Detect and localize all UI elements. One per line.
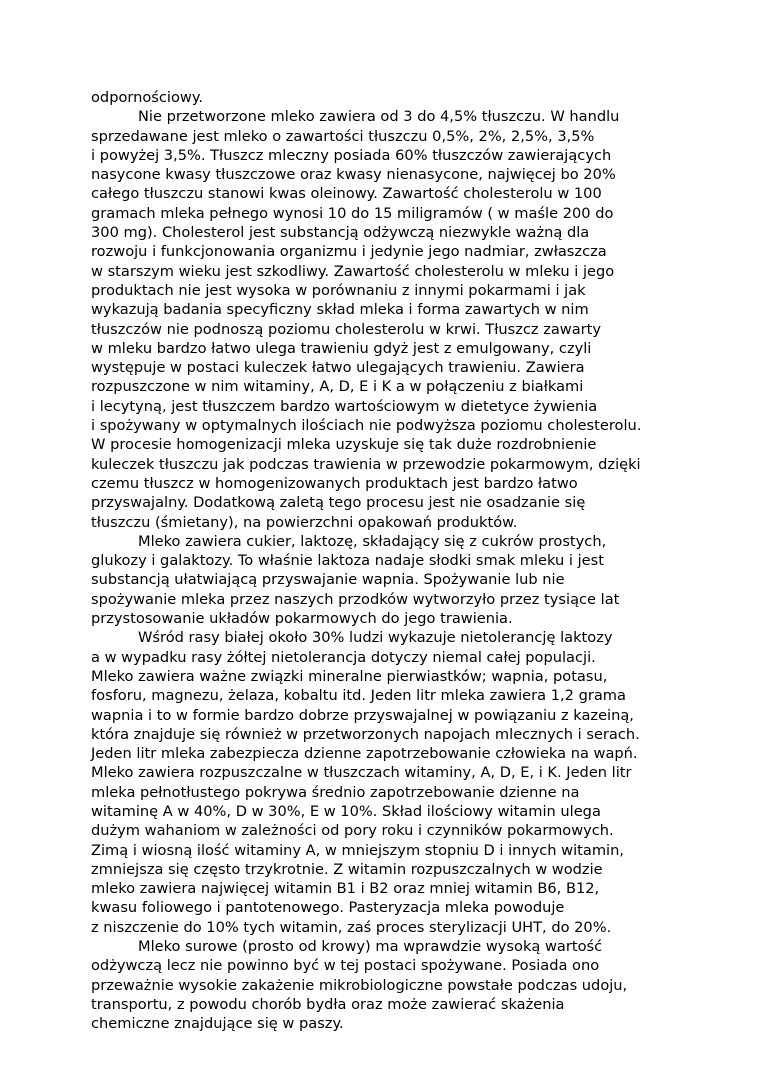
- text-line: substancją ułatwiającą przyswajanie wapnia. Spożywanie lub nie: [91, 571, 565, 589]
- text-line: kuleczek tłuszczu jak podczas trawienia w przewodzie pokarmowym, dzięki: [91, 455, 641, 473]
- text-line: mleko zawiera najwięcej witamin B1 i B2 oraz mniej witamin B6, B12,: [91, 880, 600, 898]
- text-line: która znajduje się również w przetworzonych napojach mlecznych i serach.: [91, 725, 640, 743]
- text-line: Jeden litr mleka zabezpiecza dzienne zapotrzebowanie człowieka na wapń.: [91, 745, 638, 763]
- text-line: czemu tłuszcz w homogenizowanych produktach jest bardzo łatwo: [91, 474, 578, 492]
- text-line: odżywczą lecz nie powinno być w tej postaci spożywane. Posiada ono: [91, 957, 600, 975]
- text-line: dużym wahaniom w zależności od pory roku i czynników pokarmowych.: [91, 822, 614, 840]
- text-line: całego tłuszczu stanowi kwas oleinowy. Zawartość cholesterolu w 100: [91, 185, 602, 203]
- text-line: transportu, z powodu chorób bydła oraz może zawierać skażenia: [91, 995, 565, 1013]
- document-body: [91, 88, 681, 1034]
- text-line: mleka pełnotłustego pokrywa średnio zapotrzebowanie dzienne na: [91, 783, 580, 801]
- text-line: i spożywany w optymalnych ilościach nie podwyższa poziomu cholesterolu.: [91, 417, 642, 435]
- text-line: Mleko zawiera ważne związki mineralne pierwiastków; wapnia, potasu,: [91, 667, 608, 685]
- text-line: spożywanie mleka przez naszych przodków wytworzyło przez tysiące lat: [91, 590, 620, 608]
- text-line: 300 mg). Cholesterol jest substancją odżywczą niezwykle ważną dla: [91, 224, 590, 242]
- text-line: nasycone kwasy tłuszczowe oraz kwasy nienasycone, najwięcej bo 20%: [91, 166, 616, 184]
- text-line: produktach nie jest wysoka w porównaniu z innymi pokarmami i jak: [91, 281, 586, 299]
- text-line: rozwoju i funkcjonowania organizmu i jedynie jego nadmiar, zwłaszcza: [91, 243, 607, 261]
- text-line: tłuszczu (śmietany), na powierzchni opakowań produktów.: [91, 513, 518, 531]
- text-line: a w wypadku rasy żółtej nietolerancja dotyczy niemal całej populacji.: [91, 648, 596, 666]
- text-line: i powyżej 3,5%. Tłuszcz mleczny posiada 60% tłuszczów zawierających: [91, 146, 612, 164]
- text-line: w mleku bardzo łatwo ulega trawieniu gdyż jest z emulgowany, czyli: [91, 339, 592, 357]
- text-line: gramach mleka pełnego wynosi 10 do 15 miligramów ( w maśle 200 do: [91, 204, 614, 222]
- paragraph-first-line: Wśród rasy białej około 30% ludzi wykazuje nietolerancję laktozy: [138, 629, 613, 647]
- text-line: rozpuszczone w nim witaminy, A, D, E i K a w połączeniu z białkami: [91, 378, 584, 396]
- text-line: występuje w postaci kuleczek łatwo ulegających trawieniu. Zawiera: [91, 359, 585, 377]
- text-line: kwasu foliowego i pantotenowego. Pasteryzacja mleka powoduje: [91, 899, 565, 917]
- text-line: zmniejsza się często trzykrotnie. Z witamin rozpuszczalnych w wodzie: [91, 860, 603, 878]
- text-line: i lecytyną, jest tłuszczem bardzo wartościowym w dietetyce żywienia: [91, 397, 598, 415]
- text-line: Mleko zawiera rozpuszczalne w tłuszczach witaminy, A, D, E, i K. Jeden litr: [91, 764, 632, 782]
- text-line: w starszym wieku jest szkodliwy. Zawartość cholesterolu w mleku i jego: [91, 262, 615, 280]
- text-line: odpornościowy.: [91, 89, 204, 106]
- text-line: tłuszczów nie podnoszą poziomu cholesterolu w krwi. Tłuszcz zawarty: [91, 320, 602, 338]
- text-line: sprzedawane jest mleko o zawartości tłuszczu 0,5%, 2%, 2,5%, 3,5%: [91, 127, 595, 145]
- text-line: wykazują badania specyficzny skład mleka i forma zawartych w nim: [91, 301, 589, 319]
- text-line: Zimą i wiosną ilość witaminy A, w mniejszym stopniu D i innych witamin,: [91, 841, 624, 859]
- text-line: W procesie homogenizacji mleka uzyskuje się tak duże rozdrobnienie: [91, 436, 597, 454]
- text-line: przystosowanie układów pokarmowych do jego trawienia.: [91, 610, 513, 628]
- paragraph-first-line: Mleko surowe (prosto od krowy) ma wprawdzie wysoką wartość: [138, 938, 603, 956]
- paragraph-first-line: Mleko zawiera cukier, laktozę, składający się z cukrów prostych,: [138, 532, 607, 550]
- text-line: przeważnie wysokie zakażenie mikrobiologiczne powstałe podczas udoju,: [91, 976, 628, 994]
- text-line: chemiczne znajdujące się w paszy.: [91, 1015, 344, 1033]
- text-line: witaminę A w 40%, D w 30%, E w 10%. Skład ilościowy witamin ulega: [91, 802, 601, 820]
- text-line: wapnia i to w formie bardzo dobrze przyswajalnej w powiązaniu z kazeiną,: [91, 706, 634, 724]
- paragraph-first-line: Nie przetworzone mleko zawiera od 3 do 4,5% tłuszczu. W handlu: [138, 108, 620, 126]
- text-line: z niszczenie do 10% tych witamin, zaś proces sterylizacji UHT, do 20%.: [91, 918, 612, 936]
- text-line: przyswajalny. Dodatkową zaletą tego procesu jest nie osadzanie się: [91, 494, 586, 512]
- text-line: fosforu, magnezu, żelaza, kobaltu itd. Jeden litr mleka zawiera 1,2 grama: [91, 687, 626, 705]
- text-line: glukozy i galaktozy. To właśnie laktoza nadaje słodki smak mleku i jest: [91, 552, 604, 570]
